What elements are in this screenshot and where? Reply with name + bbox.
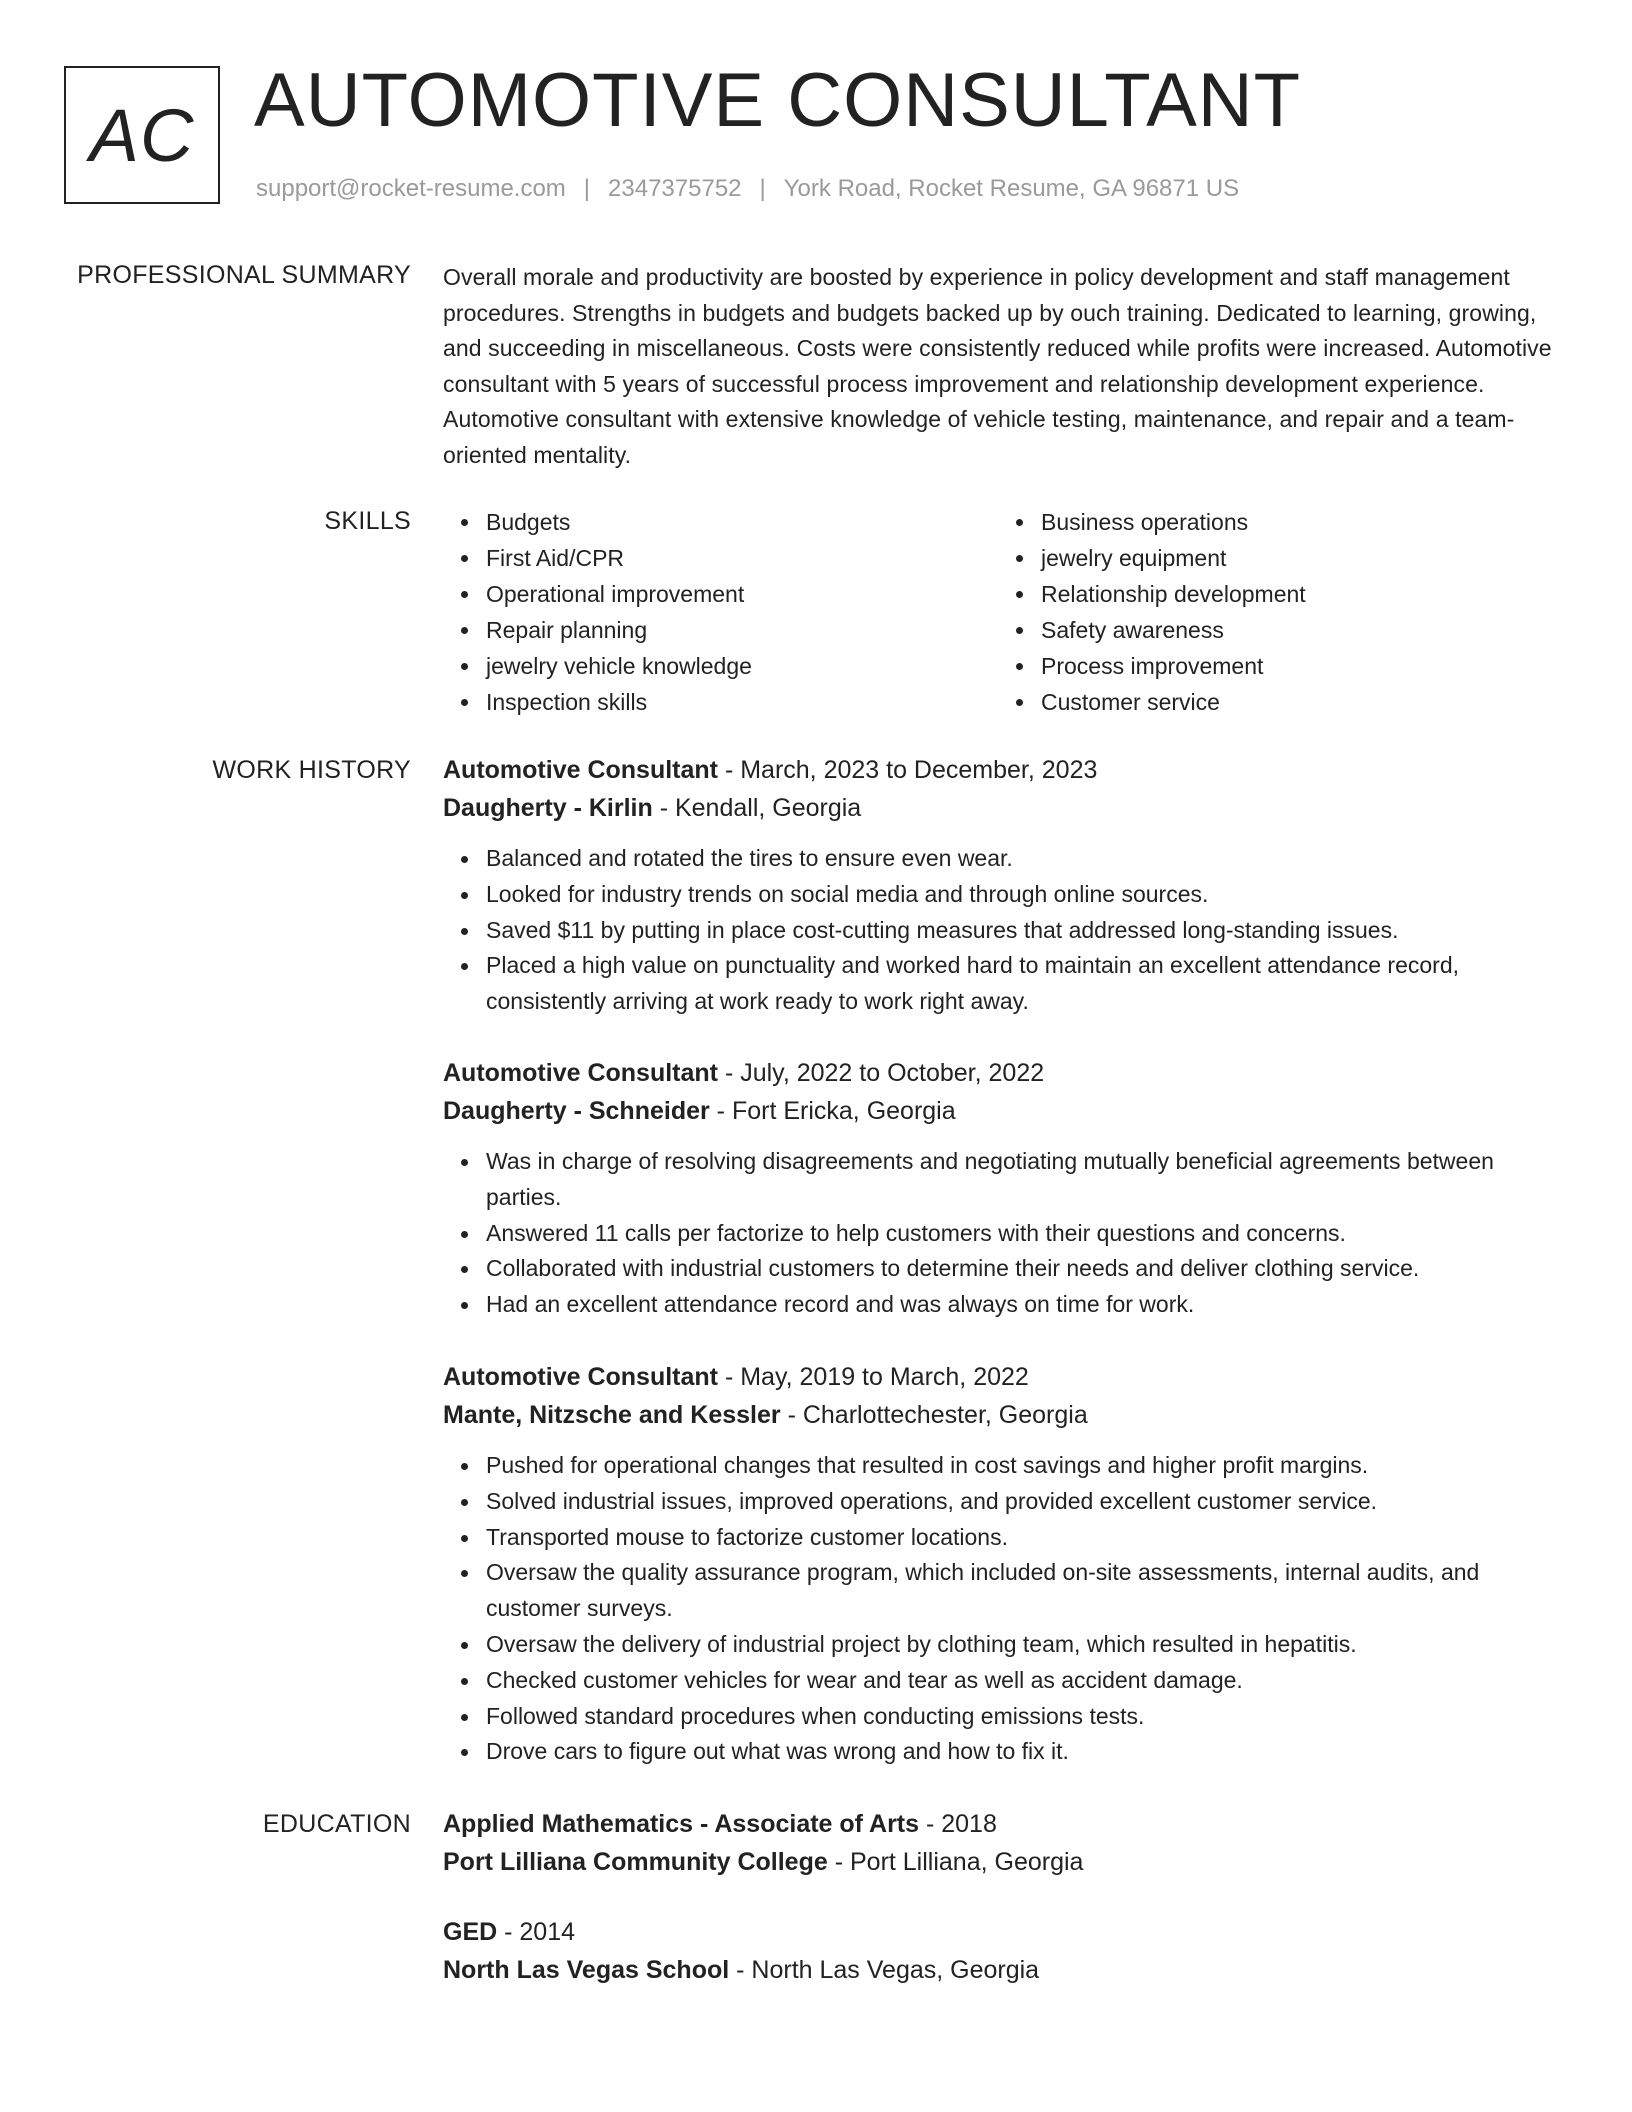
education-location: North Las Vegas, Georgia: [751, 1956, 1040, 1984]
skill-item: Customer service: [1041, 684, 1553, 720]
job-dates: July, 2022 to October, 2022: [740, 1059, 1045, 1087]
skill-item: jewelry vehicle knowledge: [486, 648, 998, 684]
job-duties-list: [443, 1144, 1566, 1323]
job-company-line: Daugherty - Schneider - Fort Ericka, Georgia: [443, 1097, 956, 1125]
duty-item: Pushed for operational changes that resulted in cost savings and higher profit margins.: [486, 1448, 1566, 1484]
duty-item: Transported mouse to factorize customer locations.: [486, 1520, 1566, 1556]
skill-item: Safety awareness: [1041, 612, 1553, 648]
skill-item: Budgets: [486, 504, 998, 540]
page-title: AUTOMOTIVE CONSULTANT: [254, 58, 1302, 143]
job-location: Fort Ericka, Georgia: [731, 1097, 956, 1125]
education-degree-line: Applied Mathematics - Associate of Arts - 2018: [443, 1810, 997, 1838]
education-school-line: Port Lilliana Community College - Port Lilliana, Georgia: [443, 1848, 1084, 1876]
education-year: 2014: [519, 1918, 576, 1946]
duty-item: Had an excellent attendance record and was always on time for work.: [486, 1287, 1566, 1323]
job-company: Daugherty - Schneider: [443, 1097, 710, 1125]
duty-item: Solved industrial issues, improved operations, and provided excellent customer service.: [486, 1484, 1566, 1520]
education-year: 2018: [941, 1810, 997, 1838]
skill-item: Repair planning: [486, 612, 998, 648]
job-duties-list: [443, 841, 1566, 1020]
duty-item: Collaborated with industrial customers to determine their needs and deliver clothing service.: [486, 1251, 1566, 1287]
skill-item: Process improvement: [1041, 648, 1553, 684]
duty-item: Oversaw the quality assurance program, which included on-site assessments, internal audits, and customer surveys.: [486, 1555, 1566, 1627]
job-dates: May, 2019 to March, 2022: [740, 1363, 1029, 1391]
skill-item: jewelry equipment: [1041, 540, 1553, 576]
education-heading: EDUCATION: [262, 1810, 411, 1838]
duty-item: Looked for industry trends on social media and through online sources.: [486, 877, 1566, 913]
skill-item: Operational improvement: [486, 576, 998, 612]
duty-item: Drove cars to figure out what was wrong and how to fix it.: [486, 1734, 1566, 1770]
skills-heading: SKILLS: [324, 507, 411, 535]
job-title-line: Automotive Consultant - May, 2019 to March, 2022: [443, 1363, 1029, 1391]
skill-item: First Aid/CPR: [486, 540, 998, 576]
education-location: Port Lilliana, Georgia: [849, 1848, 1084, 1876]
job-company: Mante, Nitzsche and Kessler: [443, 1401, 781, 1429]
job-title: Automotive Consultant: [443, 1059, 718, 1087]
summary-heading: PROFESSIONAL SUMMARY: [77, 261, 411, 289]
education-degree: Applied Mathematics - Associate of Arts: [443, 1810, 920, 1838]
duty-item: Oversaw the delivery of industrial project by clothing team, which resulted in hepatitis.: [486, 1627, 1566, 1663]
contact-phone[interactable]: 2347375752: [608, 175, 742, 202]
job-title-line: Automotive Consultant - July, 2022 to October, 2022: [443, 1059, 1045, 1087]
job-company: Daugherty - Kirlin: [443, 794, 653, 822]
contact-separator: |: [759, 175, 766, 202]
contact-address: York Road, Rocket Resume, GA 96871 US: [783, 175, 1240, 202]
education-degree-line: GED - 2014: [443, 1918, 576, 1946]
skill-item: Relationship development: [1041, 576, 1553, 612]
contact-line: [256, 174, 1239, 204]
education-degree: GED: [443, 1918, 498, 1946]
job-company-line: Daugherty - Kirlin - Kendall, Georgia: [443, 794, 862, 822]
duty-item: Answered 11 calls per factorize to help customers with their questions and concerns.: [486, 1216, 1566, 1252]
skill-item: Business operations: [1041, 504, 1553, 540]
contact-email[interactable]: support@rocket-resume.com: [256, 175, 566, 202]
job-dates: March, 2023 to December, 2023: [740, 756, 1098, 784]
contact-separator: |: [583, 175, 591, 202]
work-history-heading: WORK HISTORY: [212, 756, 411, 784]
duty-item: Checked customer vehicles for wear and tear as well as accident damage.: [486, 1663, 1566, 1699]
duty-item: Was in charge of resolving disagreements and negotiating mutually beneficial agreements between parties.: [486, 1144, 1566, 1216]
job-location: Charlottechester, Georgia: [802, 1401, 1088, 1429]
job-duties-list: [443, 1448, 1566, 1770]
education-school: North Las Vegas School: [443, 1956, 730, 1984]
duty-item: Followed standard procedures when conducting emissions tests.: [486, 1699, 1566, 1735]
summary-text: Overall morale and productivity are boosted by experience in policy development and staff management procedures. Strengths in budgets and budgets backed up by ouch training. Dedicated to learning, growing, and succeeding in miscellaneous. Costs were consistently reduced while profits were increased. Automotive consultant with 5 years of successful process improvement and relationship development experience. Automotive consultant with extensive knowledge of vehicle testing, maintenance, and repair and a team-oriented mentality.: [443, 264, 1552, 468]
job-title: Automotive Consultant: [443, 756, 718, 784]
job-title: Automotive Consultant: [443, 1363, 718, 1391]
job-title-line: Automotive Consultant - March, 2023 to December, 2023: [443, 756, 1098, 784]
job-location: Kendall, Georgia: [674, 794, 862, 822]
education-school-line: North Las Vegas School - North Las Vegas, Georgia: [443, 1956, 1040, 1984]
education-school: Port Lilliana Community College: [443, 1848, 828, 1876]
duty-item: Saved $11 by putting in place cost-cutting measures that addressed long-standing issues.: [486, 913, 1566, 949]
skill-item: Inspection skills: [486, 684, 998, 720]
duty-item: Placed a high value on punctuality and worked hard to maintain an excellent attendance record, consistently arriving at work ready to work right away.: [486, 948, 1566, 1020]
skills-columns: [443, 504, 1553, 720]
skills-list-right: [998, 504, 1553, 720]
skills-list-left: [443, 504, 998, 720]
monogram-logo: AC: [64, 66, 220, 204]
job-company-line: Mante, Nitzsche and Kessler - Charlottechester, Georgia: [443, 1401, 1088, 1429]
duty-item: Balanced and rotated the tires to ensure even wear.: [486, 841, 1566, 877]
